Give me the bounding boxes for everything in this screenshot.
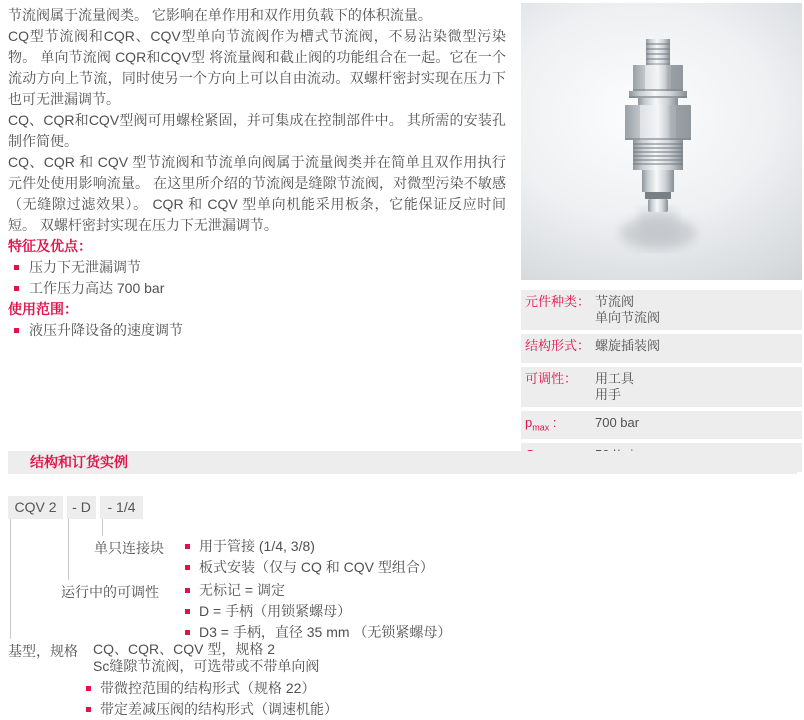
feature-item-label: 压力下无泄漏调节 [29, 259, 141, 275]
bullet-square-icon [185, 565, 190, 570]
spec-label: 结构形式： [525, 338, 591, 353]
bullet-square-icon [185, 544, 190, 549]
spec-label: 元件种类： [525, 294, 591, 309]
order-bullet-item [185, 603, 351, 620]
order-bullet-item [86, 701, 338, 718]
order-bullet-label: D = 手柄（用锁紧螺母） [199, 603, 352, 619]
order-bullet-item [86, 680, 315, 697]
connector-line [102, 519, 103, 536]
connector-line [10, 519, 11, 639]
features-heading: 特征及优点： [8, 238, 92, 254]
valve-illustration [521, 3, 802, 280]
spec-label: $p_{max}$ : [525, 414, 557, 433]
intro-paragraph: 节流阀属于流量阀类。 它影响在单作用和双作用负载下的体积流量。 [8, 7, 432, 23]
intro-paragraph: CQ型节流阀和CQR、CQV型单向节流阀作为槽式节流阀，不易沾染微型污染物。 单向节流阀 CQR和CQV型 将流量阀和截止阀的功能组合在一起。它在一个流动方向上节流，同时使另一个方向上可以自由流动。双螺杆密封实现在压力下也可无泄漏调节。 [8, 28, 506, 107]
intro-paragraph: CQ、CQR和CQV型阀可用螺栓紧固，并可集成在控制部件中。 其所需的安装孔制作简便。 [8, 112, 506, 149]
code-box-connection: - 1/4 [100, 496, 143, 519]
spec-value: 螺旋插装阀 [595, 338, 661, 353]
application-item-label: 液压升降设备的速度调节 [29, 322, 183, 338]
order-bullet-label: 用于管接 (1/4, 3/8) [199, 538, 315, 554]
spec-label: 可调性： [525, 370, 578, 386]
bullet-square-icon [185, 588, 190, 593]
intro-column [8, 5, 506, 341]
spec-row-design [521, 334, 802, 363]
feature-item-label: 工作压力高达 700 bar [29, 280, 165, 296]
spec-value: 节流阀 单向节流阀 [595, 294, 661, 325]
feature-item [8, 257, 506, 278]
ordering-diagram [8, 496, 798, 720]
bullet-square-icon [86, 686, 91, 691]
order-bullet-label: 带微控范围的结构形式（规格 22） [100, 680, 316, 696]
order-bullet-label: 无标记 = 调定 [199, 582, 285, 598]
order-bullet-item [185, 559, 434, 576]
code-box-type: CQV 2 [8, 496, 63, 519]
order-bullet-item [185, 582, 285, 599]
order-bullet-label: D3 = 手柄，直径 35 mm （无锁紧螺母） [199, 624, 452, 640]
order-bullet-label: 板式安装（仅与 CQ 和 CQV 型组合） [199, 559, 434, 575]
application-item [8, 320, 506, 341]
order-bullet-item [185, 538, 315, 555]
spec-value: 用工具 用手 [595, 370, 635, 402]
bullet-square-icon [185, 609, 190, 614]
order-row-label-connection-block: 单只连接块 [94, 540, 164, 556]
spec-table [521, 290, 802, 476]
spec-row-element-type [521, 290, 802, 330]
applications-heading: 使用范围： [8, 301, 78, 317]
order-row-label-adjustability: 运行中的可调性 [61, 584, 159, 600]
product-photo [521, 3, 802, 280]
spec-value: 700 bar [595, 414, 640, 430]
order-value-line: CQ、CQR、CQV 型，规格 2 [93, 641, 276, 657]
bullet-square-icon [14, 286, 19, 291]
section-title: 结构和订货实例 [30, 454, 128, 470]
bullet-square-icon [14, 265, 19, 270]
code-box-adjustment: - D [67, 496, 96, 519]
section-band [8, 451, 797, 474]
order-row-label-basic-type: 基型，规格 [8, 643, 78, 659]
spec-row-adjustability [521, 367, 802, 407]
bullet-square-icon [185, 630, 190, 635]
bullet-square-icon [14, 328, 19, 333]
order-bullet-label: 带定差减压阀的结构形式（调速机能） [100, 701, 338, 717]
order-bullet-item [185, 624, 451, 641]
feature-item [8, 278, 506, 299]
spec-row-pmax [521, 411, 802, 440]
order-value-line: Sc缝隙节流阀，可选带或不带单向阀 [93, 658, 320, 674]
bullet-square-icon [86, 707, 91, 712]
intro-paragraph: CQ、CQR 和 CQV 型节流阀和节流单向阀属于流量阀类并在简单且双作用执行元件处使用影响流量。 在这里所介绍的节流阀是缝隙节流阀，对微型污染不敏感（无缝隙过滤效果）。 CQR 和 CQV 型单向机能采用板条，它能保证反应时间短。 双螺杆密封实现在压力下无泄漏调节。 [8, 154, 506, 233]
